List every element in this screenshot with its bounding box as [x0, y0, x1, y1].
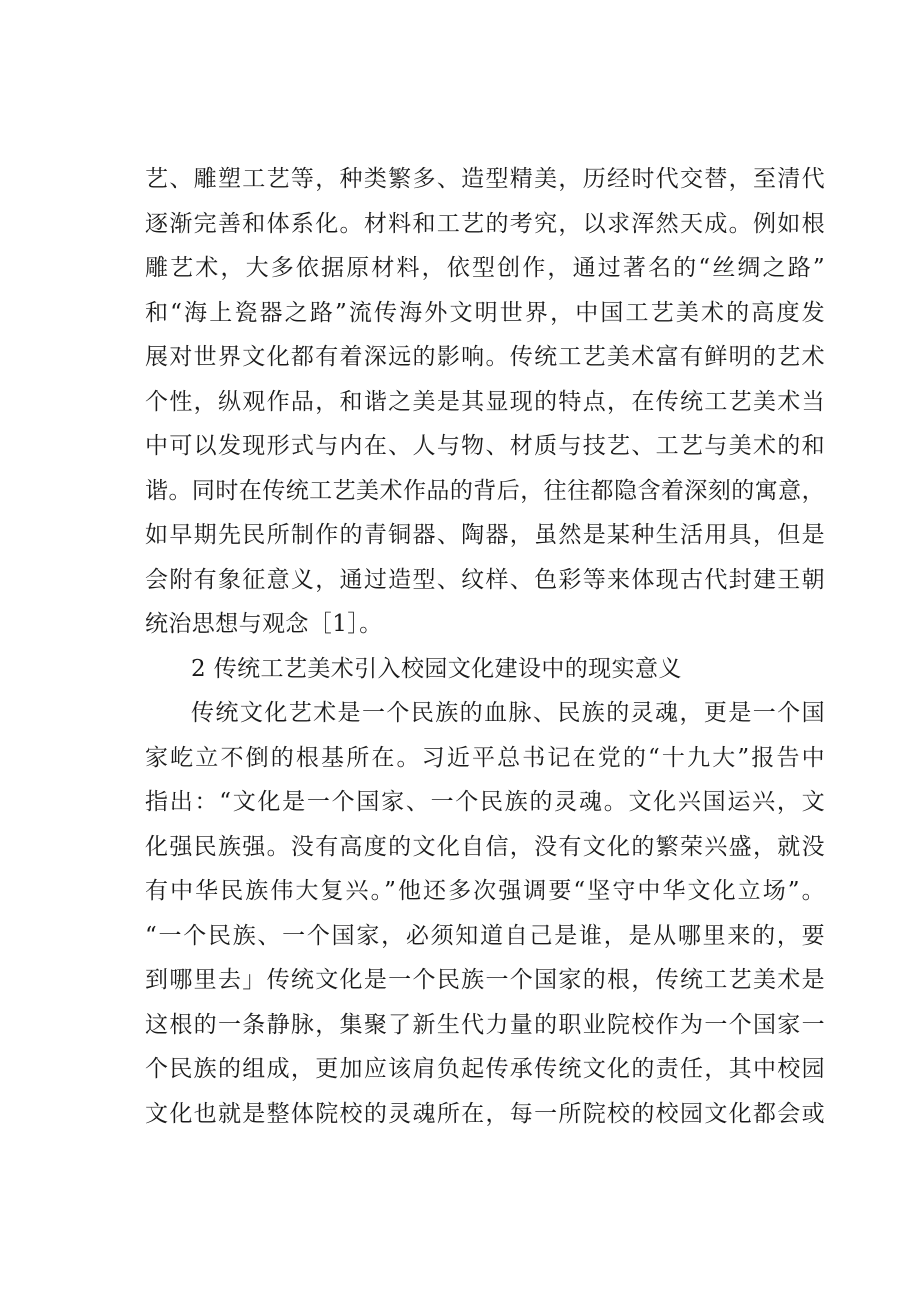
- text-line: 和“海上瓷器之路”流传海外文明世界，中国工艺美术的高度发: [145, 299, 825, 326]
- text-line: 到哪里去」传统文化是一个民族一个国家的根，传统工艺美术是: [145, 967, 825, 993]
- text-line: 中可以发现形式与内在、人与物、材质与技艺、工艺与美术的和: [145, 433, 825, 459]
- text-line: 艺、雕塑工艺等，种类繁多、造型精美，历经时代交替，至清代: [145, 166, 825, 192]
- text-line: 逐渐完善和体系化。材料和工艺的考究，以求浑然天成。例如根: [145, 210, 825, 237]
- text-line: 家屹立不倒的根基所在。习近平总书记在党的“十九大”报告中: [145, 744, 825, 771]
- text-line: 有中华民族伟大复兴。”他还多次强调要“坚守中华文化立场”。: [145, 878, 825, 904]
- text-line: 文化也就是整体院校的灵魂所在，每一所院校的校园文化都会或: [145, 1100, 825, 1127]
- text-line: 统治思想与观念［1］。: [145, 611, 383, 637]
- text-line: 谐。同时在传统工艺美术作品的背后，往往都隐含着深刻的寓意，: [145, 477, 825, 504]
- text-line: 化强民族强。没有高度的文化自信，没有文化的繁荣兴盛，就没: [145, 833, 825, 860]
- text-line: 雕艺术，大多依据原材料，依型创作，通过著名的“丝绸之路”: [145, 255, 825, 281]
- text-line: 展对世界文化都有着深远的影响。传统工艺美术富有鲜明的艺术: [145, 344, 825, 370]
- body-text: [145, 157, 825, 1136]
- text-line: 指出：“文化是一个国家、一个民族的灵魂。文化兴国运兴，文: [145, 789, 825, 815]
- section-heading: 2 传统工艺美术引入校园文化建设中的现实意义: [191, 655, 682, 682]
- paragraph-first-line: 传统文化艺术是一个民族的血脉、民族的灵魂，更是一个国: [191, 700, 825, 726]
- text-line: 个性，纵观作品，和谐之美是其显现的特点，在传统工艺美术当: [145, 388, 825, 415]
- text-line: 如早期先民所制作的青铜器、陶器，虽然是某种生活用具，但是: [145, 522, 825, 548]
- text-line: “一个民族、一个国家，必须知道自己是谁，是从哪里来的，要: [145, 922, 825, 949]
- text-line: 个民族的组成，更加应该肩负起传承传统文化的责任，其中校园: [145, 1056, 825, 1082]
- text-line: 会附有象征意义，通过造型、纹样、色彩等来体现古代封建王朝: [145, 566, 825, 593]
- text-line: 这根的一条静脉，集聚了新生代力量的职业院校作为一个国家一: [145, 1011, 825, 1038]
